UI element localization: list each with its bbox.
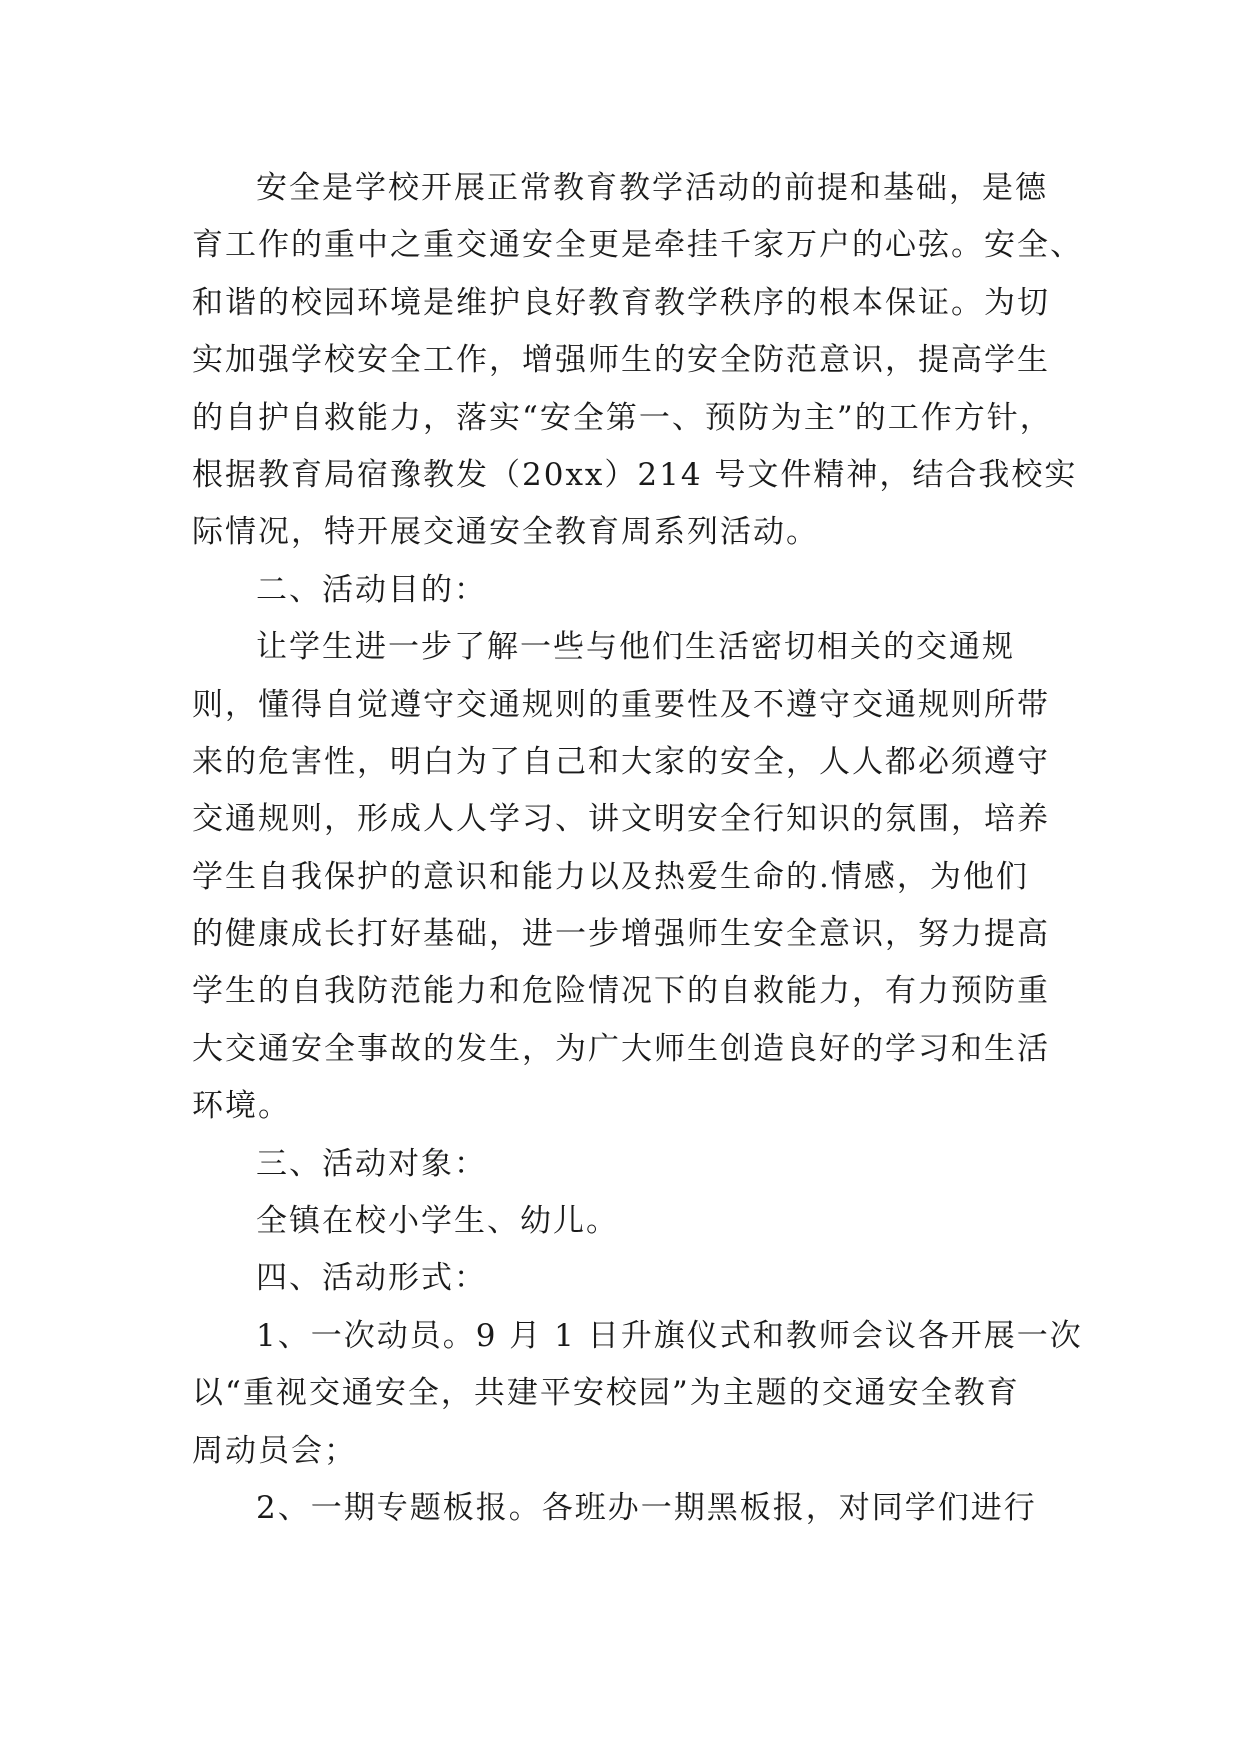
paragraph-line: 际情况，特开展交通安全教育周系列活动。 <box>192 514 819 551</box>
section-heading: 四、活动形式： <box>256 1260 487 1297</box>
list-item-line: 周动员会； <box>192 1432 357 1469</box>
paragraph-line: 育工作的重中之重交通安全更是牵挂千家万户的心弦。安全、 <box>192 227 1083 264</box>
list-item-line: 2、一期专题板报。各班办一期黑板报，对同学们进行 <box>256 1489 1037 1526</box>
paragraph-line: 实加强学校安全工作，增强师生的安全防范意识，提高学生 <box>192 342 1050 379</box>
paragraph-line: 来的危害性，明白为了自己和大家的安全，人人都必须遵守 <box>192 743 1050 780</box>
paragraph-line: 交通规则，形成人人学习、讲文明安全行知识的氛围，培养 <box>192 801 1050 838</box>
paragraph-line: 环境。 <box>192 1088 291 1125</box>
paragraph-line: 和谐的校园环境是维护良好教育教学秩序的根本保证。为切 <box>192 284 1050 321</box>
paragraph-line: 大交通安全事故的发生，为广大师生创造良好的学习和生活 <box>192 1030 1050 1067</box>
paragraph-line: 根据教育局宿豫教发（20xx）214 号文件精神，结合我校实 <box>192 456 1078 493</box>
list-item-line: 1、一次动员。9 月 1 日升旗仪式和教师会议各开展一次 <box>256 1317 1083 1354</box>
paragraph-line: 全镇在校小学生、幼儿。 <box>256 1203 619 1240</box>
paragraph-line: 的健康成长打好基础，进一步增强师生安全意识，努力提高 <box>192 916 1050 953</box>
paragraph-line: 则，懂得自觉遵守交通规则的重要性及不遵守交通规则所带 <box>192 686 1050 723</box>
document-body <box>192 160 1083 1537</box>
paragraph-line: 学生自我保护的意识和能力以及热爱生命的.情感，为他们 <box>192 858 1029 895</box>
section-heading: 二、活动目的： <box>256 571 487 608</box>
paragraph-line: 的自护自救能力，落实“安全第一、预防为主”的工作方针， <box>192 399 1053 436</box>
section-heading: 三、活动对象： <box>256 1145 487 1182</box>
paragraph-line: 安全是学校开展正常教育教学活动的前提和基础，是德 <box>256 170 1048 206</box>
paragraph-line: 学生的自我防范能力和危险情况下的自救能力，有力预防重 <box>192 973 1050 1010</box>
list-item-line: 以“重视交通安全，共建平安校园”为主题的交通安全教育 <box>192 1375 1020 1412</box>
paragraph-line: 让学生进一步了解一些与他们生活密切相关的交通规 <box>256 629 1015 666</box>
